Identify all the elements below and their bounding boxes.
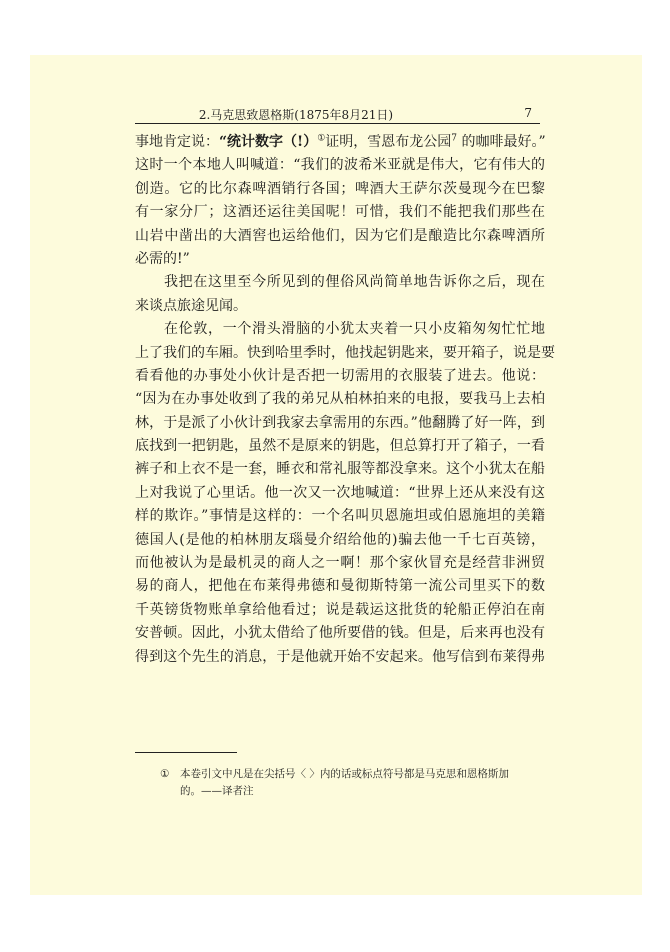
text-span: 证明，雪恩布龙公园 xyxy=(325,134,452,150)
text-line: 林，于是派了小伙计到我家去拿需用的东西。”他翻腾了好一阵，到 xyxy=(135,414,545,431)
running-header xyxy=(106,104,540,124)
text-line: 安普顿。因此，小犹太借给了他所要借的钱。但是，后来再也没有 xyxy=(135,625,545,642)
header-title: 2.马克思致恩格斯(1875年8月21日) xyxy=(198,108,394,122)
footnote-line: 本卷引文中凡是在尖括号〈 〉内的话或标点符号都是马克思和恩格斯加 xyxy=(180,768,509,780)
text-line: 我把在这里至今所见到的俚俗风尚简单地告诉你之后，现在 xyxy=(164,274,545,291)
text-line: 而他被认为是最机灵的商人之一啊！那个家伙冒充是经营非洲贸 xyxy=(135,555,545,572)
footnote-rule xyxy=(135,752,237,753)
footnote-reference: ① xyxy=(317,133,326,144)
bold-quote: “统计数字（!） xyxy=(219,134,318,150)
text-line xyxy=(135,131,545,154)
footnote-text xyxy=(180,766,550,800)
text-line: 千英镑货物账单拿给他看过；说是载运这批货的轮船正停泊在南 xyxy=(135,601,545,618)
text-line: 来谈点旅途见闻。 xyxy=(135,297,247,314)
footnote-line: 的。——译者注 xyxy=(180,785,254,797)
text-line: “因为在办事处收到了我的弟兄从柏林拍来的电报，要我马上去柏 xyxy=(135,391,545,408)
text-span: 事地肯定说： xyxy=(135,134,219,150)
body-text xyxy=(135,131,555,669)
text-line: 上了我们的车厢。快到哈里季时，他找起钥匙来，要开箱子，说是要 xyxy=(135,344,555,361)
text-line: 裤子和上衣不是一套，睡衣和常礼服等都没拿来。这个小犹太在船 xyxy=(135,461,545,478)
header-rule xyxy=(135,123,540,124)
text-line: 易的商人，把他在布莱得弗德和曼彻斯特第一流公司里买下的数 xyxy=(135,578,545,595)
text-line: 这时一个本地人叫喊道：“我们的波希米亚就是伟大，它有伟大的 xyxy=(135,157,545,174)
text-line: 创造。它的比尔森啤酒销行各国；啤酒大王萨尔茨曼现今在巴黎 xyxy=(135,180,545,197)
text-span: 的咖啡最好。” xyxy=(457,134,546,150)
page-number: 7 xyxy=(524,106,532,120)
text-line: 德国人(是他的柏林朋友瑙曼介绍给他的)骗去他一千七百英镑， xyxy=(135,531,545,548)
footnote-mark: ① xyxy=(160,768,170,780)
text-line: 山岩中凿出的大酒窖也运给他们，因为它们是酿造比尔森啤酒所 xyxy=(135,227,545,244)
text-line: 看看他的办事处小伙计是否把一切需用的衣服装了进去。他说： xyxy=(135,367,545,384)
text-line: 必需的!” xyxy=(135,250,190,267)
note-reference: 7 xyxy=(451,133,458,144)
text-line: 样的欺诈。”事情是这样的：一个名叫贝恩施坦或伯恩施坦的美籍 xyxy=(135,508,545,525)
text-line: 有一家分厂；这酒还运往美国呢！可惜，我们不能把我们那些在 xyxy=(135,204,545,221)
text-line: 上对我说了心里话。他一次又一次地喊道：“世界上还从来没有这 xyxy=(135,484,545,501)
text-line: 得到这个先生的消息，于是他就开始不安起来。他写信到布莱得弗 xyxy=(135,648,545,665)
text-line: 在伦敦，一个滑头滑脑的小犹太夹着一只小皮箱匆匆忙忙地 xyxy=(164,321,545,338)
text-line: 底找到一把钥匙，虽然不是原来的钥匙，但总算打开了箱子，一看 xyxy=(135,438,545,455)
